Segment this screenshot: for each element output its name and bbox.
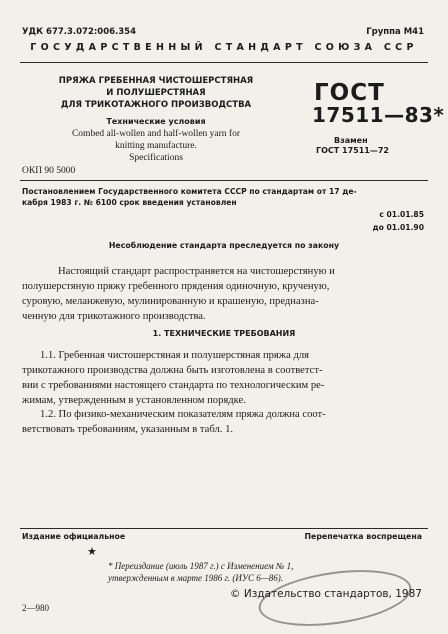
state-standard-banner: ГОСУДАРСТВЕННЫЙ СТАНДАРТ СОЮЗА ССР bbox=[30, 42, 418, 53]
star-icon: ★ bbox=[87, 545, 97, 558]
english-title-line: Specifications bbox=[129, 153, 183, 163]
clause-1-1 bbox=[22, 348, 426, 408]
english-title-line: knitting manufacture. bbox=[115, 141, 197, 151]
clause-line: ветствовать требованиям, указанным в табл. 1. bbox=[22, 424, 234, 435]
title-line: И ПОЛУШЕРСТЯНАЯ bbox=[106, 88, 206, 98]
clause-line: жимам, утвержденным в установленном порядке. bbox=[22, 395, 246, 406]
title-rule bbox=[20, 180, 428, 181]
standard-subtitle: Технические условия bbox=[106, 117, 206, 126]
warning-note: Несоблюдение стандарта преследуется по закону bbox=[108, 241, 340, 250]
replaces-label: Взамен bbox=[334, 136, 368, 145]
clause-line: трикотажного производства должна быть изготовлена в соответст- bbox=[22, 365, 323, 376]
copyright-line: © Издательство стандартов, 1987 bbox=[230, 588, 422, 600]
intro-line: суровую, меланжевую, мулинированную и крашеную, предназна- bbox=[22, 296, 319, 307]
title-line: ДЛЯ ТРИКОТАЖНОГО ПРОИЗВОДСТВА bbox=[60, 100, 252, 110]
gost-label: ГОСТ bbox=[314, 80, 385, 106]
section-title: 1. ТЕХНИЧЕСКИЕ ТРЕБОВАНИЯ bbox=[152, 329, 296, 338]
reprint-line: * Переиздание (июль 1987 г.) с Изменением № 1, bbox=[108, 561, 294, 571]
udk-code: УДК 677.3.072:006.354 bbox=[22, 27, 137, 37]
standard-title bbox=[40, 75, 272, 111]
no-reprint-label: Перепечатка воспрещена bbox=[304, 532, 422, 541]
group-code: Группа М41 bbox=[366, 27, 424, 37]
decree-date-to: до 01.01.90 bbox=[372, 223, 424, 232]
intro-line: полушерстяную пряжу гребенного прядения одиночную, крученую, bbox=[22, 281, 330, 292]
header-rule bbox=[20, 62, 428, 63]
clause-line: 1.2. По физико-механическим показателям пряжа должна соот- bbox=[40, 409, 326, 420]
okp-code: ОКП 90 5000 bbox=[22, 166, 76, 176]
intro-line: Настоящий стандарт распространяется на чистошерстяную и bbox=[58, 266, 335, 277]
intro-paragraph bbox=[22, 264, 426, 324]
gost-number: 17511—83* bbox=[312, 103, 445, 127]
reprint-line: утвержденным в марте 1986 г. (ИУС 6—86). bbox=[108, 573, 283, 583]
footer-rule bbox=[20, 528, 428, 529]
clause-1-2 bbox=[22, 407, 426, 437]
decree-line: кабря 1983 г. № 6100 срок введения установлен bbox=[22, 198, 237, 207]
decree-text bbox=[22, 186, 424, 208]
replaces-number: ГОСТ 17511—72 bbox=[316, 146, 389, 155]
clause-line: 1.1. Гребенная чистошерстяная и полушерстяная пряжа для bbox=[40, 350, 310, 361]
clause-line: вии с требованиями настоящего стандарта по технологическим ре- bbox=[22, 380, 325, 391]
title-line: ПРЯЖА ГРЕБЕННАЯ ЧИСТОШЕРСТЯНАЯ bbox=[58, 76, 254, 86]
intro-line: ченную для трикотажного производства. bbox=[22, 311, 206, 322]
decree-line: Постановлением Государственного комитета СССР по стандартам от 17 де- bbox=[22, 187, 357, 196]
english-title-line: Combed all-wollen and half-wollen yarn for bbox=[71, 129, 241, 139]
decree-date-from: с 01.01.85 bbox=[379, 210, 424, 219]
reprint-note bbox=[108, 560, 293, 584]
page-code: 2—980 bbox=[22, 603, 49, 613]
official-edition-label: Издание официальное bbox=[22, 532, 126, 541]
english-title bbox=[40, 128, 272, 164]
